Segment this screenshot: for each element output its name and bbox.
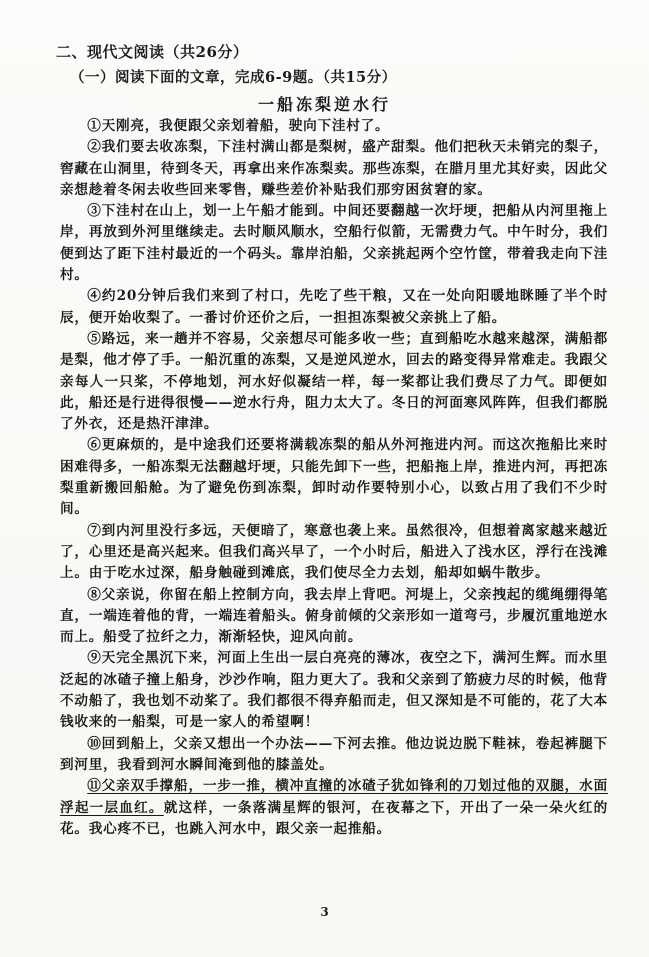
- paragraph-11-rest: 就这样，一条落满星辉的银河，在夜幕之下，开出了一朵一朵火红的花。我心疼不已，也跳入河水中，跟父亲一起推船。: [60, 799, 608, 837]
- paragraph-7: ⑦到内河里没行多远，天便暗了，寒意也袭上来。虽然很冷，但想着离家越来越近了，心里还是高兴起来。但我们高兴早了，一个小时后，船进入了浅水区，浮行在浅滩上。由于吃水过深，船身触碰到滩底，我们使尽全力去划，船却如蜗牛散步。: [60, 522, 608, 582]
- article-title: 一船冻梨逆水行: [257, 95, 391, 114]
- paragraph-5: ⑤路远，来一趟并不容易，父亲想尽可能多收一些；直到船吃水越来越深，满船都是梨，他才停了手。一船沉重的冻梨，又是逆风逆水，回去的路变得异常难走。我跟父亲每人一只桨，不停地划，河水好似凝结一样，每一桨都让我们费尽了力气。即便如此，船还是行进得很慢——逆水行舟，阻力太大了。冬日的河面寒风阵阵，但我们都脱了外衣，还是热汗津津。: [60, 330, 608, 433]
- paragraph-8: ⑧父亲说，你留在船上控制方向，我去岸上背吧。河堤上，父亲拽起的缆绳绷得笔直，一端连着他的背，一端连着船头。俯身前倾的父亲形如一道弯弓，步履沉重地逆水而上。船受了拉纤之力，渐渐轻快，迎风向前。: [60, 586, 608, 646]
- paragraph-6: ⑥更麻烦的，是中途我们还要将满载冻梨的船从外河拖进内河。而这次拖船比来时困难得多，一船冻梨无法翻越圩埂，只能先卸下一些，把船拖上岸，推进内河，再把冻梨重新搬回船舱。为了避免伤到冻梨，卸时动作要特别小心，以致占用了我们不少时间。: [60, 437, 608, 518]
- paragraph-4: ④约20分钟后我们来到了村口，先吃了些干粮，又在一处向阳暖地眯睡了半个时辰，便开始收梨了。一番讨价还价之后，一担担冻梨被父亲挑上了船。: [60, 288, 608, 326]
- page-number: 3: [320, 905, 329, 919]
- paragraph-11: [60, 776, 608, 840]
- paragraph-9: ⑨天完全黑沉下来，河面上生出一层白亮亮的薄冰，夜空之下，满河生辉。而水里泛起的冰碴子撞上船身，沙沙作响，阻力更大了。我和父亲到了筋疲力尽的时候，他背不动船了，我也划不动桨了。我们都很不得弃船而走，但又深知是不可能的，花了大本钱收来的一船梨，可是一家人的希望啊！: [60, 650, 608, 731]
- paragraph-2: ②我们要去收冻梨，下洼村满山都是梨树，盛产甜梨。他们把秋天未销完的梨子，窖藏在山洞里，待到冬天，再拿出来作冻梨卖。那些冻梨，在腊月里尤其好卖，因此父亲想趁着冬闲去收些回来零售，赚些差价补贴我们那穷困贫窘的家。: [60, 139, 608, 198]
- article-body: [60, 116, 608, 840]
- sub-heading: （一）阅读下面的文章，完成6-9题。（共15分）: [70, 69, 397, 86]
- paragraph-3: ③下洼村在山上，划一上午船才能到。中间还要翻越一次圩埂，把船从内河里拖上岸，再放到外河里继续走。去时顺风顺水，空船行似箭，无需费力气。中午时分，我们便到达了距下洼村最近的一个码头。靠岸泊船，父亲挑起两个空竹筐，带着我走向下洼村。: [60, 203, 608, 284]
- underlined-sentence: ⑪父亲双手撑船，一步一推，横冲直撞的冰碴子犹如锋利的刀划过他的双腿，水面浮起一层血红。: [60, 778, 608, 816]
- section-heading: 二、现代文阅读（共26分）: [56, 43, 249, 61]
- paragraph-1: ①天刚亮，我便跟父亲划着船，驶向下洼村了。: [87, 118, 390, 134]
- paragraph-10: ⑩回到船上，父亲又想出一个办法——下河去推。他边说边脱下鞋袜，卷起裤腿下到河里，我看到河水瞬间淹到他的膝盖处。: [60, 735, 608, 773]
